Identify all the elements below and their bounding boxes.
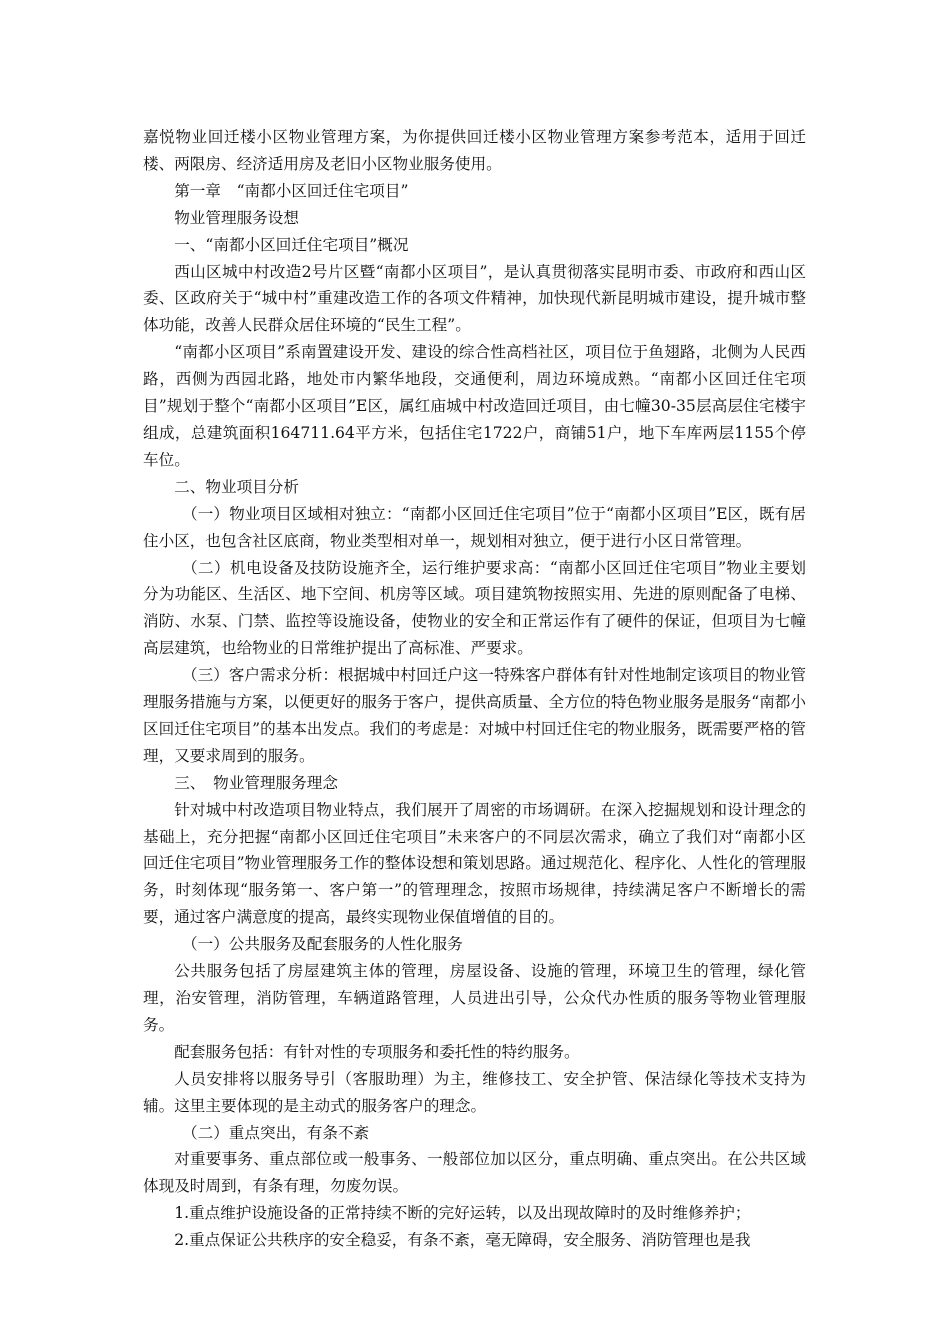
intro-paragraph: 嘉悦物业回迁楼小区物业管理方案，为你提供回迁楼小区物业管理方案参考范本，适用于回迁楼、两限房、经济适用房及老旧小区物业服务使用。 [143,128,806,173]
subsection-1-paragraph-3: 人员安排将以服务导引（客服助理）为主，维修技工、安全护管、保洁绿化等技术支持为辅。这里主要体现的是主动式的服务客户的理念。 [143,1069,806,1115]
subsection-2-paragraph-1: 对重要事务、重点部位或一般事务、一般部位加以区分，重点明确、重点突出。在公共区域体现及时周到，有条有理，勿废勿误。 [143,1150,806,1196]
section-2-heading: 二、物业项目分析 [174,477,299,496]
section-3-paragraph-1: 针对城中村改造项目物业特点，我们展开了周密的市场调研。在深入挖掘规划和设计理念的基础上，充分把握“南都小区回迁住宅项目”未来客户的不同层次需求，确立了我们对“南都小区回迁住宅项目”物业管理服务工作的整体设想和策划思路。通过规范化、程序化、人性化的管理服务，时刻体现“服务第一、客户第一”的管理理念，按照市场规律，持续满足客户不断增长的需要，通过客户满意度的提高，最终实现物业保值增值的目的。 [143,800,806,927]
section-2-paragraph-1: （一）物业项目区域相对独立：“南都小区回迁住宅项目”位于“南都小区项目”E区，既有居住小区，也包含社区底商，物业类型相对单一，规划相对独立，便于进行小区日常管理。 [143,504,806,550]
section-2-paragraph-3: （三）客户需求分析：根据城中村回迁户这一特殊客户群体有针对性地制定该项目的物业管理服务措施与方案，以便更好的服务于客户，提供高质量、全方位的特色物业服务是服务“南都小区回迁住宅项目”的基本出发点。我们的考虑是：对城中村回迁住宅的物业服务，既需要严格的管理，又要求周到的服务。 [143,666,806,765]
document-page [143,124,806,1254]
section-1-heading: 一、“南都小区回迁住宅项目”概况 [174,235,409,254]
section-2-paragraph-2: （二）机电设备及技防设施齐全，运行维护要求高：“南都小区回迁住宅项目”物业主要划分为功能区、生活区、地下空间、机房等区域。项目建筑物按照实用、先进的原则配备了电梯、消防、水泵、门禁、监控等设施设备，使物业的安全和正常运作有了硬件的保证，但项目为七幢高层建筑，也给物业的日常维护提出了高标准、严要求。 [143,558,806,658]
section-3-heading: 三、 物业管理服务理念 [174,773,338,792]
subsection-1-heading: （一）公共服务及配套服务的人性化服务 [182,935,463,954]
section-1-paragraph-2: “南都小区项目”系南置建设开发、建设的综合性高档社区，项目位于鱼翅路，北侧为人民西路，西侧为西园北路，地处市内繁华地段，交通便利，周边环境成熟。“南都小区回迁住宅项目”规划于整个“南都小区项目”E区，属红庙城中村改造回迁项目，由七幢30-35层高层住宅楼宇组成，总建筑面积164711.64平方米，包括住宅1722户，商铺51户，地下车库两层1155个停车位。 [143,343,806,469]
chapter-subtitle: 物业管理服务设想 [174,208,299,227]
subsection-2-list-item-2: 2.重点保证公共秩序的安全稳妥，有条不紊，毫无障碍，安全服务、消防管理也是我 [174,1231,751,1250]
chapter-title: 第一章 “南都小区回迁住宅项目” [174,181,409,200]
subsection-1-paragraph-2: 配套服务包括：有针对性的专项服务和委托性的特约服务。 [174,1042,580,1061]
section-1-paragraph-1: 西山区城中村改造2号片区暨“南都小区项目”，是认真贯彻落实昆明市委、市政府和西山区委、区政府关于“城中村”重建改造工作的各项文件精神，加快现代新昆明城市建设，提升城市整体功能，改善人民群众居住环境的“民生工程”。 [143,262,806,335]
subsection-1-paragraph-1: 公共服务包括了房屋建筑主体的管理，房屋设备、设施的管理，环境卫生的管理，绿化管理，治安管理，消防管理，车辆道路管理，人员进出引导，公众代办性质的服务等物业管理服务。 [143,962,806,1034]
subsection-2-list-item-1: 1.重点维护设施设备的正常持续不断的完好运转，以及出现故障时的及时维修养护； [174,1204,751,1223]
subsection-2-heading: （二）重点突出，有条不紊 [182,1123,370,1142]
